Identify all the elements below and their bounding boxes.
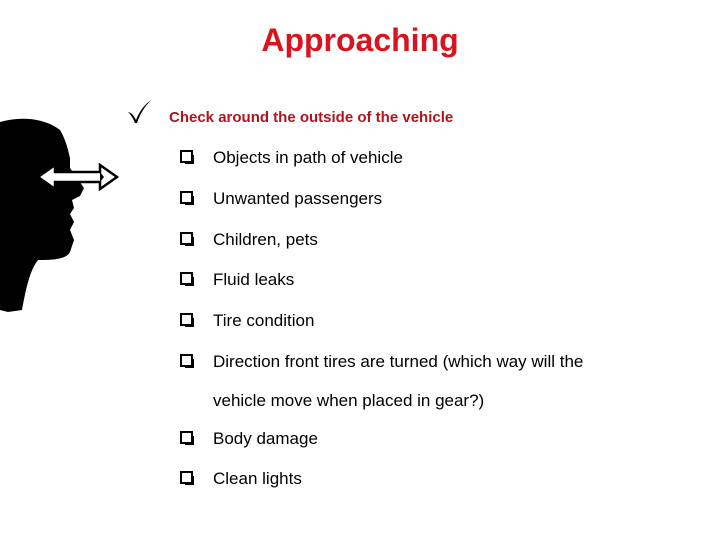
subheading: Check around the outside of the vehicle bbox=[169, 109, 454, 126]
slide-title: Approaching bbox=[261, 22, 459, 58]
list-item bbox=[180, 310, 680, 334]
list-item-text: Objects in path of vehicle bbox=[213, 148, 403, 167]
list-item-text: Children, pets bbox=[213, 230, 318, 249]
checkbox-square-icon bbox=[180, 191, 195, 206]
list-item bbox=[180, 188, 680, 212]
list-item bbox=[180, 428, 680, 452]
checkbox-square-icon bbox=[180, 354, 195, 369]
list-item bbox=[180, 468, 680, 492]
list-item bbox=[180, 229, 680, 253]
check-icon bbox=[126, 98, 152, 124]
checkbox-square-icon bbox=[180, 232, 195, 247]
checkbox-square-icon bbox=[180, 471, 195, 486]
list-item-text: Body damage bbox=[213, 429, 318, 448]
checkbox-square-icon bbox=[180, 272, 195, 287]
list-item-text: Unwanted passengers bbox=[213, 189, 383, 208]
head-silhouette-icon bbox=[0, 110, 130, 320]
list-item-text: Direction front tires are turned (which way will the bbox=[213, 352, 584, 371]
list-item-text: Fluid leaks bbox=[213, 270, 295, 289]
list-item bbox=[180, 147, 680, 171]
list-item-text-continuation: vehicle move when placed in gear?) bbox=[213, 391, 485, 410]
list-item-text: Tire condition bbox=[213, 311, 315, 330]
list-item bbox=[180, 269, 680, 293]
checkbox-square-icon bbox=[180, 150, 195, 165]
list-item-text: Clean lights bbox=[213, 469, 302, 488]
list-item bbox=[180, 351, 680, 421]
checkbox-square-icon bbox=[180, 431, 195, 446]
checkbox-square-icon bbox=[180, 313, 195, 328]
